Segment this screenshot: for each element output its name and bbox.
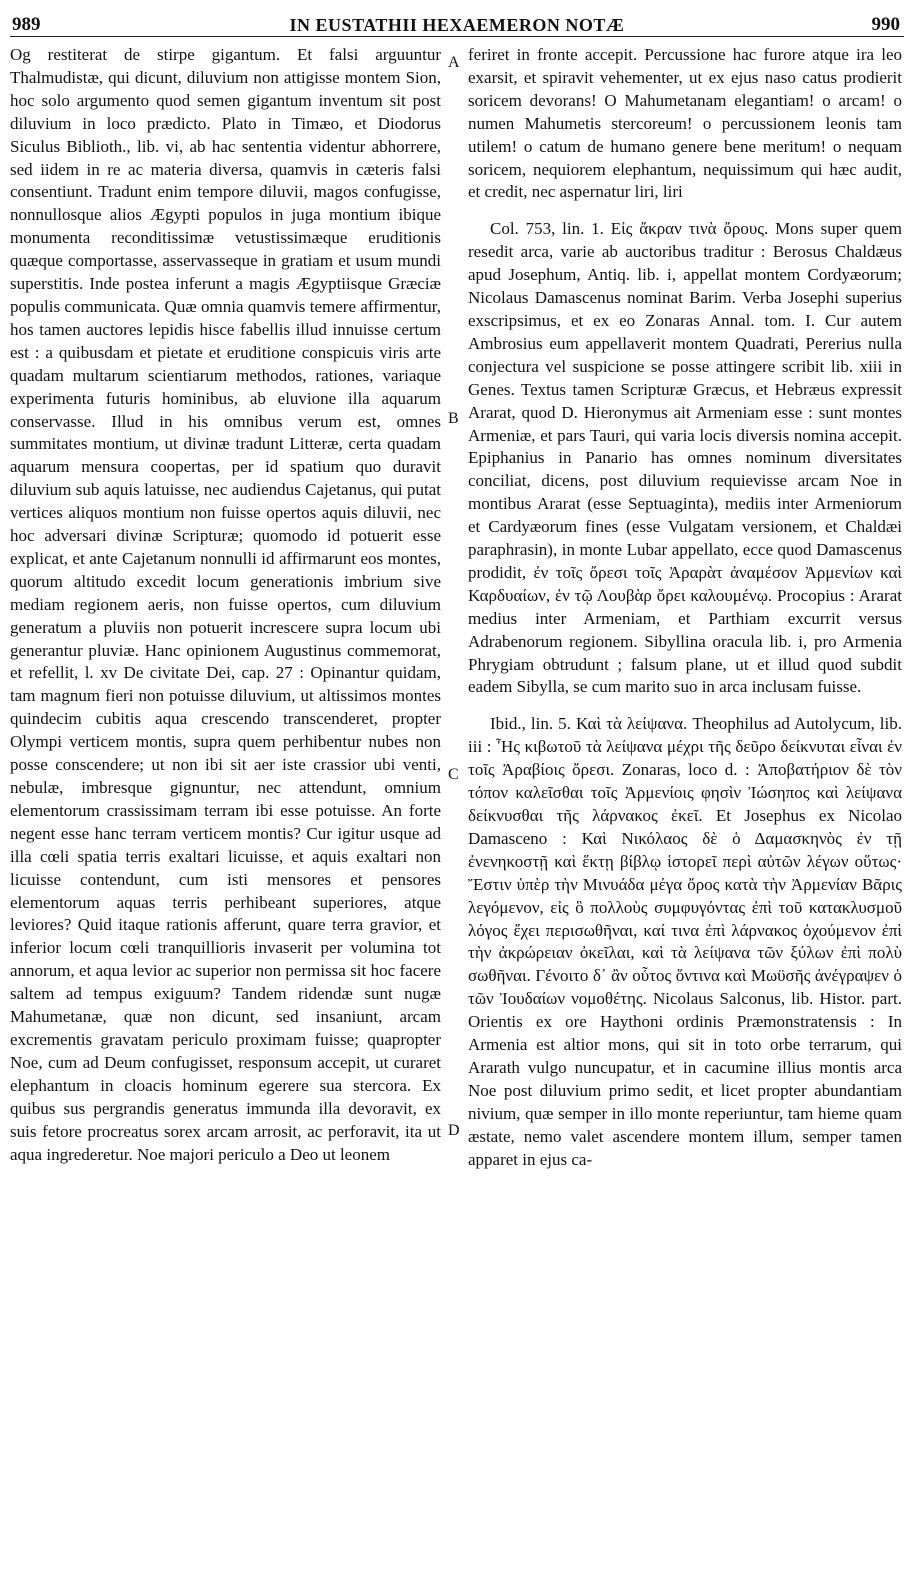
- margin-letter-d: D: [448, 1122, 460, 1139]
- right-column: [468, 44, 902, 1172]
- page-number-left: 989: [12, 14, 41, 35]
- header-rule: [10, 36, 904, 37]
- margin-letter-c: C: [448, 766, 459, 783]
- right-paragraph-3: Ibid., lin. 5. Καὶ τὰ λείψανα. Theophilus ad Autolycum, lib. iii : Ἧς κιβωτοῦ τὰ λείψανα μέχρι τῆς δεῦρο δείκνυται εἶναι ἐν τοῖς Ἀραβίοις ὄρεσι. Zonaras, loco d. : Ἀποβατήριον δὲ τὸν τόπον καλεῖσθαι τοῖς Ἀρμενίοις φησὶν Ἰώσηπος καὶ λείψανα δείκνυσθαι τῆς λάρνακος ἐκεῖ. Et Josephus ex Nicolao Damasceno : Καὶ Νικόλαος δὲ ὁ Δαμασκηνὸς ἐν τῇ ἐνενηκοστῇ καὶ ἕκτῃ βίβλῳ ἱστορεῖ περὶ αὐτῶν λέγων οὕτως· Ἔστιν ὑπὲρ τὴν Μινυάδα μέγα ὄρος κατὰ τὴν Ἀρμενίαν Βᾶρις λεγόμενον, εἰς ὃ πολλοὺς συμφυγόντας ἐπὶ τοῦ κατακλυσμοῦ λόγος ἔχει περισωθῆναι, καί τινα ἐπὶ λάρνακος ὀχούμενον ἐπὶ τὴν ἀκρώρειαν ὀκεῖλαι, καὶ τὰ λείψανα τῶν ξύλων ἐπὶ πολὺ σωθῆναι. Γένοιτο δ᾽ ἂν οὗτος ὅντινα καὶ Μωϋσῆς ἀνέγραψεν ὁ τῶν Ἰουδαίων νομοθέτης. Nicolaus Salconus, lib. Histor. part. Orientis ex ore Haythoni ordinis Præmonstratensis : In Armenia est altior mons, qui sit in toto orbe terrarum, qui Ararath vulgo nuncupatur, et in cacumine illius montis arca Noe post diluvium primo sedit, et licet propter abundantiam nivium, quæ semper in illo monte reperiuntur, tam hieme quam æstate, nemo valet ascendere montem illum, semper tamen apparet in ejus ca-: [468, 714, 902, 1169]
- left-paragraph: Og restiterat de stirpe gigantum. Et falsi arguuntur Thalmudistæ, qui dicunt, diluvium non attigisse montem Sion, hoc solo argumento quod semen gigantum inventum sit post diluvium in loco prædicto. Plato in Timæo, et Diodorus Siculus Biblioth., lib. vi, ab hac sententia videntur abhorrere, sed iidem in re ac materia diversa, quamvis in cæteris falsi consentiunt. Tradunt enim tempore diluvii, magos confugisse, nonnullosque alios Ægypti populos in juga montium ibique monumenta reconditissimæ vetustissimæque eruditionis quæque comportasse, asservasseque in gratiam et usum mundi superstitis. Inde postea inferunt a magis Ægyptiisque Græciæ populis communicata. Quæ omnia quamvis temere affirmentur, hos tamen auctores lepidis hisce fabellis illud innuisse certum est : a quibusdam et pietate et eruditione conspicuis viris arte quadam multarum scientiarum methodos, rationes, variaque experimenta futuris hominibus, ab eluvione illa aquarum conservasse. Illud in his omnibus verum est, omnes summitates montium, ut divinæ tradunt Litteræ, certa quadam aquarum mensura coopertas, per id spatium quo duravit diluvium sub aquis latuisse, nec audiendus Cajetanus, qui putat vertices aliquos montium non fuisse opertos aquis diluvii, nec hoc adversari divinæ Scripturæ; quomodo id potuerit esse explicat, et ante Cajetanum nonnulli id affirmarunt eos montes, quorum altitudo excedit locum generationis imbrium sive mediam regionem aeris, non fuisse opertos, cum diluvium generatum a pluviis non potuerit increscere supra locum ubi generantur pluviæ. Hanc opinionem Augustinus commemorat, et refellit, l. xv De civitate Dei, cap. 27 : Opinantur quidam, tam magnum fieri non potuisse diluvium, ut altissimos montes quindecim cubitis aqua crescendo transcenderet, propter Olympi verticem montis, supra quem perhibentur nubes non posse conscendere; ut non ibi sit aer iste crassior ubi venti, nebulæ, imbresque gignuntur, nec attendunt, omnium elementorum crassissimam terram ibi esse potuisse. An forte negent esse hanc terram verticem montis? Cur igitur usque ad illa cœli spatia terris exaltari licuisse, et aquis exaltari non licuisse contendunt, cum isti mensores et pensores elementorum aquas terris perhibeant superiores, atque leviores? Quid itaque rationis afferunt, quare terra gravior, et inferior locum cœli tranquillioris invaserit per volumina tot annorum, et aqua levior ac superior non permissa sit hoc facere saltem ad tempus exiguum? Tandem ridendæ sunt nugæ Mahumetanæ, quæ non dicunt, sed insaniunt, arcam excrementis gravatam periculo proximam fuisse; quapropter Noe, cum ad Deum confugisset, responsum accepit, ut curaret elephantum in cloacis hominum egerere sua stercora. Ex quibus sus pergrandis generatus immunda illa devoravit, ex suis fetore procreatus sorex arcam arrosit, ac perforavit, ita ut aqua ingrederetur. Noe majori periculo a Deo ut leonem: [10, 45, 441, 1164]
- right-paragraph-2: Col. 753, lin. 1. Εἰς ἄκραν τινὰ ὄρους. Mons super quem resedit arca, varie ab auctoribus traditur : Berosus Chaldæus apud Josephum, Antiq. lib. i, appellat montem Cordyæorum; Nicolaus Damascenus nominat Barim. Verba Josephi superius exscripsimus, et ex eo Zonaras Annal. tom. I. Cur autem Ambrosius eum appellaverit montem Quadrati, Pererius nulla conjectura vel suspicione se posse attingere scribit lib. xiii in Genes. Textus tamen Scripturæ Græcus, et Hebræus expressit Ararat, quod D. Hieronymus ait Armeniam esse : sunt montes Armeniæ, et pars Tauri, qui varia locis diversis nomina accepit. Epiphanius in Panario has omnes nominum diversitates conciliat, dicens, post diluvium requievisse arcam Noe in montibus Ararat (esse Septuaginta), mediis inter Armeniorum et Cardyæorum fines (esse Vulgatam versionem, et Chaldæi paraphrasin), in monte Lubar appellato, ecce quod Damascenus prodidit, ἐν τοῖς ὄρεσι τοῖς Ἀραρὰτ ἀναμέσον Ἀρμενίων καὶ Καρδυαίων, ἐν τῷ Λουβὰρ ὄρει καλουμένῳ. Procopius : Ararat medius inter Armeniam, et Parthiam excurrit versus Adrabenorum regionem. Sibyllina oracula lib. i, pro Armenia Phrygiam obtrudunt ; falsum plane, ut et illud quod subdit eadem Sibylla, se cum marito suo in arca inclusam fuisse.: [468, 219, 902, 697]
- right-paragraph-1: feriret in fronte accepit. Percussione hac furore atque ira leo exarsit, et spiravit vehementer, ut ex ejus naso catus prodierit soricem devorans! O Mahumetanam elegantiam! o arcam! o numen Mahumetis stercoreum! o percussionem leonis tam utilem! o catum de humano genere bene meritum! o nequam soricem, nequiorem elephantum, nequissimum qui hæc audit, et credit, nec aspernatur liri, liri: [468, 45, 902, 202]
- page-number-right: 990: [871, 14, 900, 35]
- running-title: IN EUSTATHII HEXAEMERON NOTÆ: [289, 15, 625, 35]
- margin-letter-b: B: [448, 410, 459, 427]
- left-column: [10, 44, 441, 1166]
- margin-letter-a: A: [448, 54, 460, 71]
